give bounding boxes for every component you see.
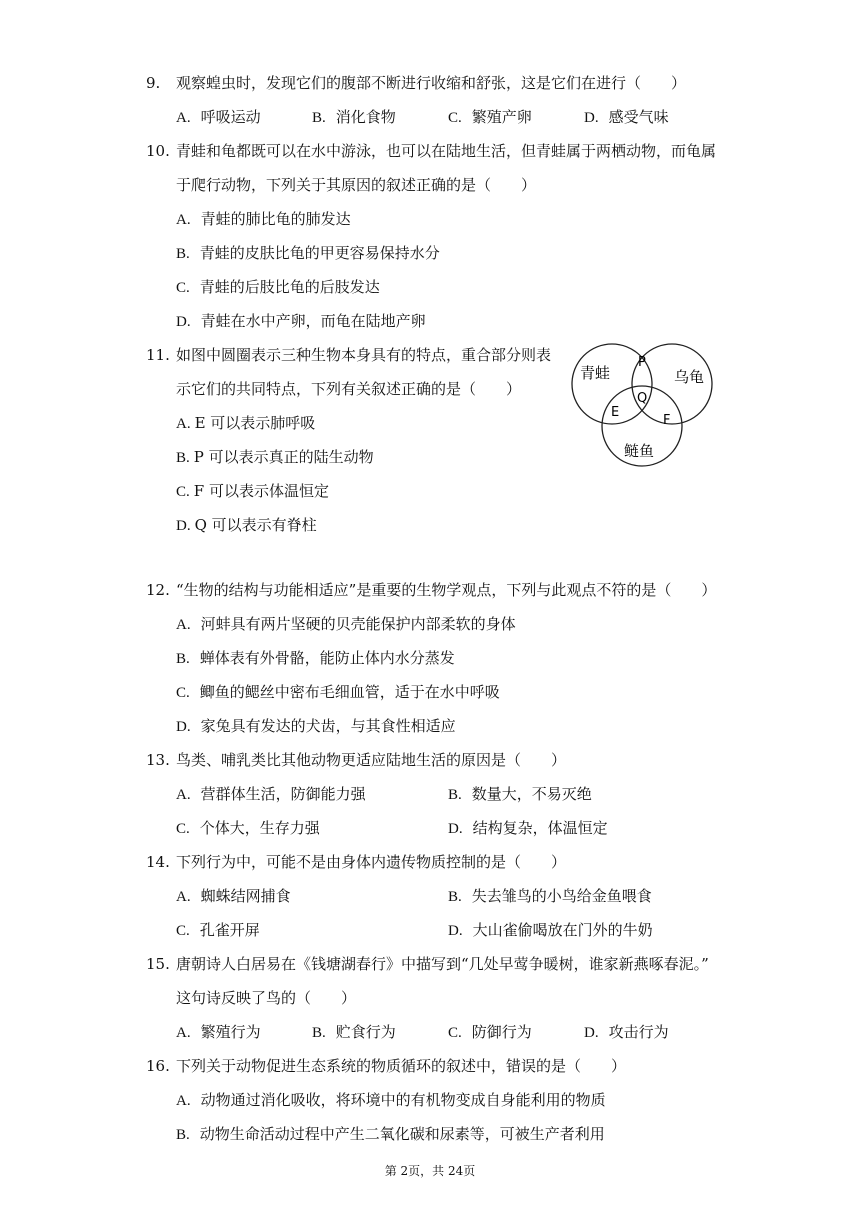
region-q-label: Q	[637, 391, 648, 406]
option-b: B. 青蛙的皮肤比龟的甲更容易保持水分	[176, 244, 440, 262]
fish-label: 鲢鱼	[624, 442, 655, 460]
question-number: 14.	[146, 853, 170, 871]
region-p-label: P	[638, 355, 646, 370]
option-d: D. 攻击行为	[584, 1023, 669, 1041]
question-text: 下列关于动物促进生态系统的物质循环的叙述中，错误的是（ ）	[176, 1057, 627, 1075]
page-footer: 第 2页，共 24页	[384, 1164, 476, 1178]
option-a: A. 营群体生活，防御能力强	[176, 785, 366, 803]
option-d: D. 感受气味	[584, 108, 669, 126]
option-c: C. 个体大，生存力强	[176, 819, 320, 837]
option-a: A. 动物通过消化吸收，将环境中的有机物变成自身能利用的物质	[176, 1091, 606, 1109]
option-b: B. 数量大，不易灭绝	[448, 785, 592, 803]
question-text: 于爬行动物，下列关于其原因的叙述正确的是（ ）	[176, 176, 537, 194]
option-d: D. 青蛙在水中产卵，而龟在陆地产卵	[176, 312, 426, 330]
option-b: B. 蝉体表有外骨骼，能防止体内水分蒸发	[176, 649, 455, 667]
option-a: A. 呼吸运动	[176, 108, 261, 126]
option-b: B. 贮食行为	[312, 1023, 396, 1041]
option-b: B. 失去雏鸟的小鸟给金鱼喂食	[448, 887, 652, 905]
region-e-label: E	[611, 405, 620, 420]
option-a: A. 繁殖行为	[176, 1023, 261, 1041]
frog-label: 青蛙	[580, 364, 611, 382]
question-number: 9.	[146, 74, 161, 92]
question-text: 青蛙和龟都既可以在水中游泳，也可以在陆地生活，但青蛙属于两栖动物，而龟属	[176, 142, 717, 160]
question-number: 11.	[146, 346, 170, 364]
venn-diagram	[566, 336, 718, 472]
question-number: 12.	[146, 581, 170, 599]
option-c: C. 鲫鱼的鳃丝中密布毛细血管，适于在水中呼吸	[176, 683, 500, 701]
question-text: 唐朝诗人白居易在《钱塘湖春行》中描写到“几处早莺争暖树，谁家新燕啄春泥。”	[176, 955, 709, 973]
question-text: 鸟类、哺乳类比其他动物更适应陆地生活的原因是（ ）	[176, 751, 567, 769]
option-a: A. 河蚌具有两片坚硬的贝壳能保护内部柔软的身体	[176, 615, 516, 633]
question-number: 10.	[146, 142, 170, 160]
question-text: 下列行为中，可能不是由身体内遗传物质控制的是（ ）	[176, 853, 567, 871]
option-d: D. 大山雀偷喝放在门外的牛奶	[448, 921, 653, 939]
turtle-label: 乌龟	[674, 368, 705, 386]
option-d: D. 结构复杂，体温恒定	[448, 819, 608, 837]
option-c: C. 孔雀开屏	[176, 921, 260, 939]
option-d: D. 家兔具有发达的犬齿，与其食性相适应	[176, 717, 456, 735]
question-number: 16.	[146, 1057, 170, 1075]
question-number: 13.	[146, 751, 170, 769]
option-b: B. 消化食物	[312, 108, 396, 126]
option-c: C. F 可以表示体温恒定	[176, 482, 329, 500]
question-text: 如图中圆圈表示三种生物本身具有的特点，重合部分则表	[176, 346, 552, 364]
option-a: A. 蜘蛛结网捕食	[176, 887, 291, 905]
option-a: A. E 可以表示肺呼吸	[176, 414, 316, 432]
question-text: 这句诗反映了鸟的（ ）	[176, 989, 357, 1007]
question-text: “生物的结构与功能相适应”是重要的生物学观点，下列与此观点不符的是（ ）	[176, 581, 717, 599]
option-a: A. 青蛙的肺比龟的肺发达	[176, 210, 351, 228]
option-c: C. 繁殖产卵	[448, 108, 532, 126]
question-text: 示它们的共同特点，下列有关叙述正确的是（ ）	[176, 380, 522, 398]
option-c: C. 青蛙的后肢比龟的后肢发达	[176, 278, 380, 296]
option-c: C. 防御行为	[448, 1023, 532, 1041]
option-b: B. P 可以表示真正的陆生动物	[176, 448, 374, 466]
option-b: B. 动物生命活动过程中产生二氧化碳和尿素等，可被生产者利用	[176, 1125, 605, 1143]
option-d: D. Q 可以表示有脊柱	[176, 516, 317, 534]
question-number: 15.	[146, 955, 170, 973]
question-text: 观察蝗虫时，发现它们的腹部不断进行收缩和舒张，这是它们在进行（ ）	[176, 74, 687, 92]
region-f-label: F	[663, 413, 671, 428]
